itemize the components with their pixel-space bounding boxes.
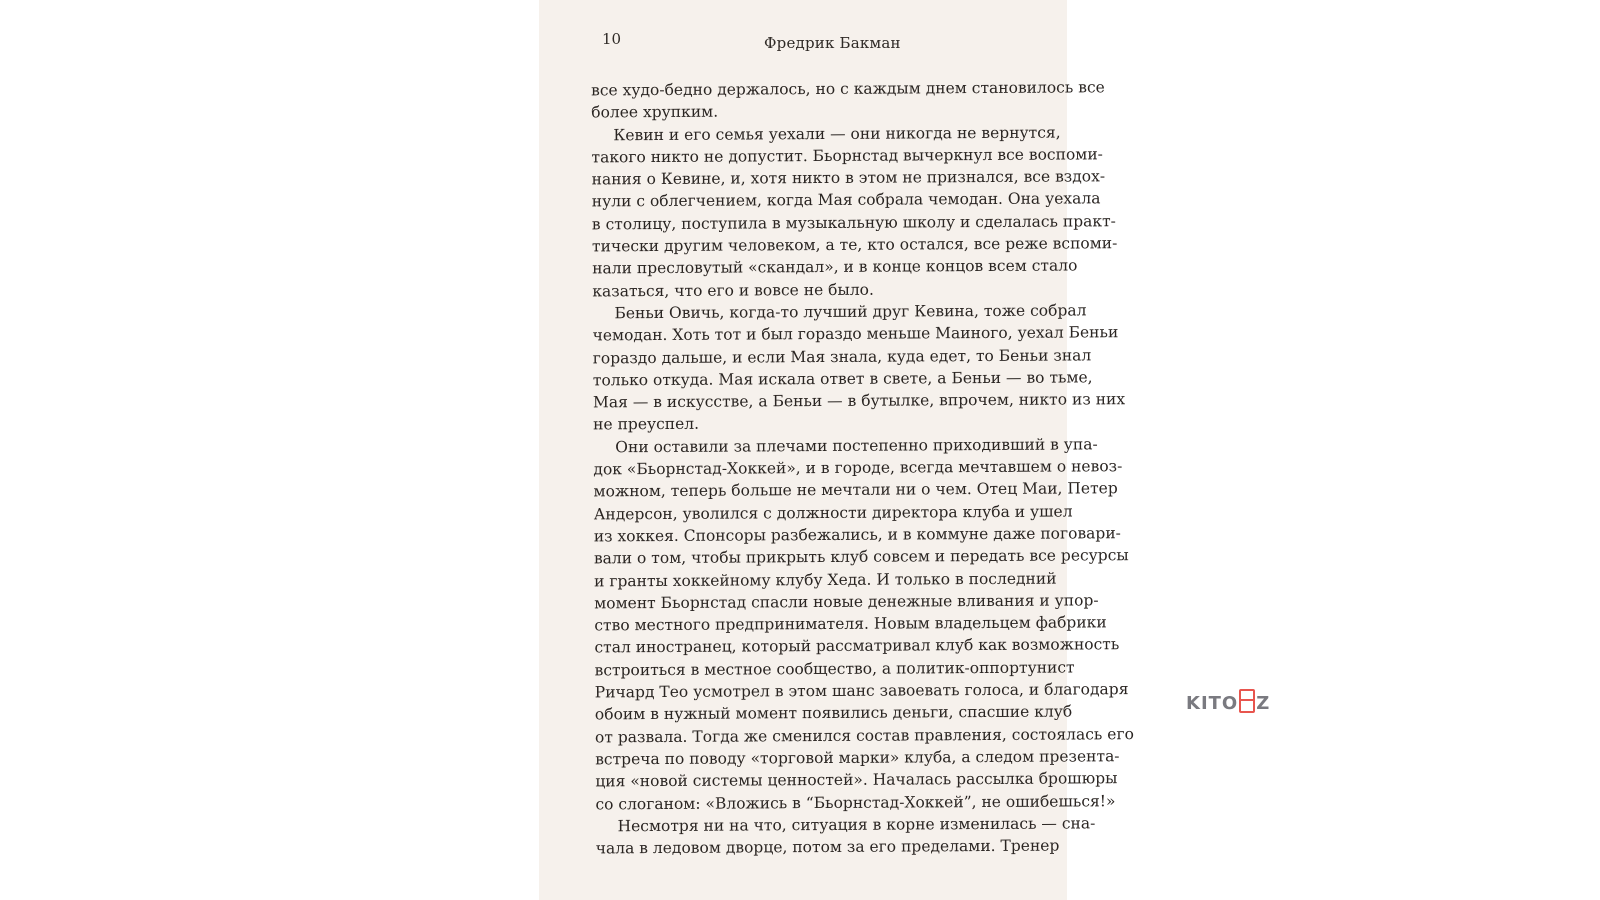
text-line: гораздо дальше, и если Мая знала, куда едет, то Беньи знал xyxy=(592,345,1092,367)
text-line: чала в ледовом дворце, потом за его пределами. Тренер xyxy=(595,836,1060,858)
text-line: в столицу, поступила в музыкальную школу и сделалась практ- xyxy=(591,211,1116,234)
text-line: Несмотря ни на что, ситуация в корне изменилась — сна- xyxy=(617,814,1096,836)
text-line: только откуда. Мая искала ответ в свете, а Беньи — во тьме, xyxy=(592,368,1093,390)
text-line: Беньи Овичь, когда-то лучший друг Кевина, тоже собрал xyxy=(614,301,1087,323)
text-line: обоим в нужный момент появились деньги, спасшие клуб xyxy=(594,702,1073,724)
text-line: можном, теперь больше не мечтали ни о чем. Отец Маи, Петер xyxy=(593,479,1118,501)
text-line: тически другим человеком, а те, кто остался, все реже вспоми- xyxy=(591,234,1118,256)
text-line: нули с облегчением, когда Мая собрала чемодан. Она уехала xyxy=(591,189,1101,211)
text-line: со слоганом: «Вложись в “Бьорнстад-Хоккей”, не ошибешься!» xyxy=(595,791,1116,813)
text-line: встроиться в местное сообщество, а политик-оппортунист xyxy=(594,658,1075,680)
text-line: док «Бьорнстад-Хоккей», и в городе, всегда мечтавшем о невоз- xyxy=(593,457,1123,479)
text-line: казаться, что его и вовсе не было. xyxy=(592,280,874,301)
text-line: Андерсон, уволился с должности директора клуба и ушел xyxy=(593,502,1073,524)
book-icon xyxy=(1239,689,1255,713)
text-line: такого никто не допустит. Бьорнстад вычеркнул все воспоми- xyxy=(591,145,1103,167)
text-line: Ричард Тео усмотрел в этом шанс завоевать голоса, и благодаря xyxy=(594,680,1129,702)
running-head-author: Фредрик Бакман xyxy=(764,34,901,52)
text-line: все худо-бедно держалось, но с каждым днем становилось все xyxy=(591,78,1105,100)
watermark-suffix: Z xyxy=(1256,693,1271,714)
text-line: встреча по поводу «торговой марки» клуба, а следом презента- xyxy=(595,747,1120,769)
text-line: и гранты хоккейному клубу Хеда. И только в последний xyxy=(594,569,1057,590)
text-line: Они оставили за плечами постепенно приходивший в упа- xyxy=(615,435,1098,457)
text-line: не преуспел. xyxy=(593,415,700,434)
text-line: Мая — в искусстве, а Беньи — в бутылке, впрочем, никто из них xyxy=(592,390,1126,412)
text-line: из хоккея. Спонсоры разбежались, и в коммуне даже поговари- xyxy=(593,524,1121,546)
text-line: Кевин и его семья уехали — они никогда не вернутся, xyxy=(613,123,1061,144)
text-line: нания о Кевине, и, хотя никто в этом не признался, все вздох- xyxy=(591,167,1106,189)
text-line: момент Бьорнстад спасли новые денежные вливания и упор- xyxy=(594,591,1099,613)
text-line: нали пресловутый «скандал», и в конце концов всем стало xyxy=(592,256,1078,278)
text-line: чемодан. Хоть тот и был гораздо меньше Маиного, уехал Беньи xyxy=(592,323,1119,345)
text-line: более хрупким. xyxy=(591,102,719,122)
book-page xyxy=(539,0,1134,900)
body-text xyxy=(591,77,1134,860)
page-number: 10 xyxy=(602,30,622,48)
kitobz-watermark-logo xyxy=(1186,689,1270,714)
text-line: ство местного предпринимателя. Новым владельцем фабрики xyxy=(594,613,1107,635)
text-line: вали о том, чтобы прикрыть клуб совсем и передать все ресурсы xyxy=(593,546,1129,568)
text-line: от развала. Тогда же сменился состав правления, состоялась его xyxy=(594,724,1134,746)
text-line: ция «новой системы ценностей». Началась рассылка брошюры xyxy=(595,769,1118,791)
watermark-prefix: KITO xyxy=(1186,693,1239,714)
text-line: стал иностранец, который рассматривал клуб как возможность xyxy=(594,635,1120,657)
